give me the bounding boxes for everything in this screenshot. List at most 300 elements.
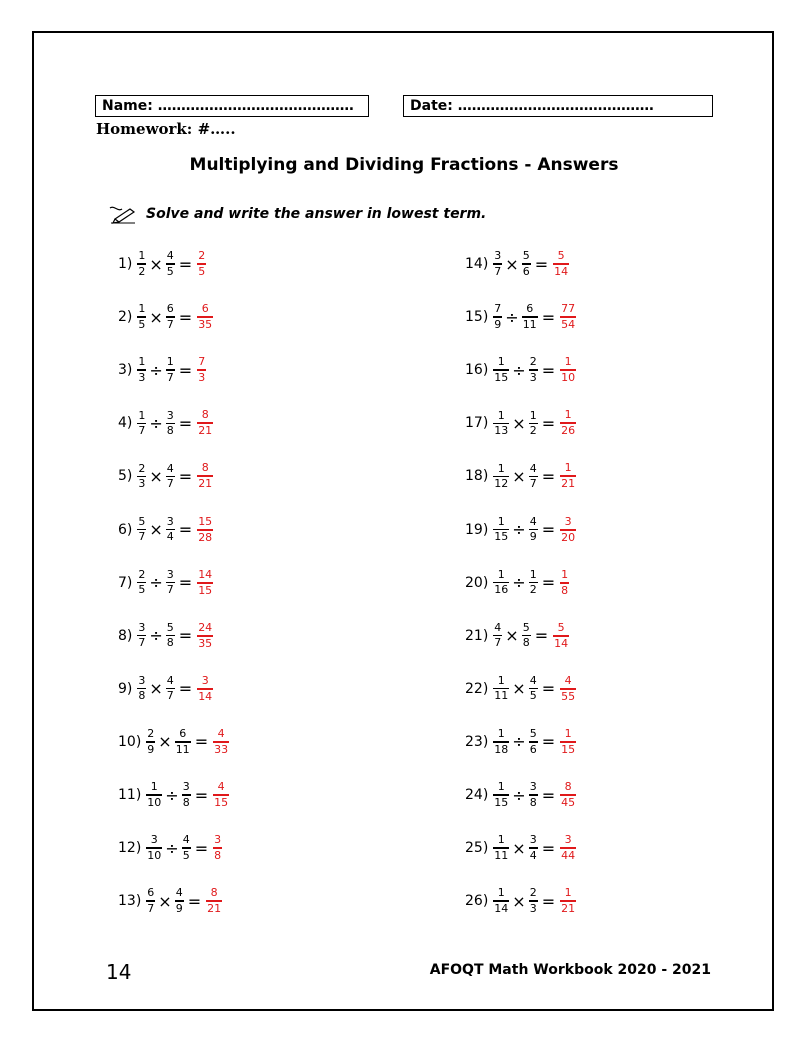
operand-a xyxy=(137,303,146,330)
operand-b-numerator: 4 xyxy=(166,249,174,263)
answer xyxy=(553,250,569,278)
problem-item xyxy=(465,244,570,284)
operand-a-denominator: 10 xyxy=(147,848,162,862)
operand-a-denominator: 7 xyxy=(138,530,146,544)
operand-b xyxy=(182,781,191,808)
problem-item xyxy=(465,722,577,762)
operator: ÷ xyxy=(165,785,179,805)
operand-a-denominator: 15 xyxy=(494,795,509,809)
equals-sign: = xyxy=(541,307,556,327)
operand-b xyxy=(182,834,191,861)
operand-a-denominator: 10 xyxy=(147,795,162,809)
answer xyxy=(560,516,576,544)
operand-b-denominator: 4 xyxy=(529,848,537,862)
equals-sign: = xyxy=(178,466,193,486)
operand-a-denominator: 16 xyxy=(494,583,509,597)
answer xyxy=(197,303,213,331)
answer-numerator: 7 xyxy=(198,355,206,369)
answer-denominator: 5 xyxy=(198,265,206,278)
problem-item xyxy=(118,563,214,603)
operand-b-denominator: 7 xyxy=(166,583,174,597)
problem-number: 10) xyxy=(118,733,142,750)
answer-denominator: 21 xyxy=(198,424,213,438)
answer-numerator: 8 xyxy=(564,780,572,793)
answer xyxy=(213,834,222,862)
equals-sign: = xyxy=(178,626,193,646)
problem-number: 23) xyxy=(465,733,489,750)
answer-numerator: 3 xyxy=(214,833,222,847)
operand-a-numerator: 3 xyxy=(138,674,146,688)
operand-b-denominator: 6 xyxy=(529,742,537,756)
operand-b xyxy=(529,516,538,543)
operand-a xyxy=(493,887,509,914)
operand-a xyxy=(493,781,509,808)
operand-a-denominator: 7 xyxy=(147,901,155,915)
operand-b-denominator: 2 xyxy=(529,583,537,597)
operand-a-denominator: 2 xyxy=(138,264,146,278)
problem-number: 2) xyxy=(118,309,133,326)
operator: ÷ xyxy=(505,307,519,327)
answer-numerator: 5 xyxy=(557,620,565,634)
operand-a-numerator: 1 xyxy=(138,355,146,369)
problem-item xyxy=(465,350,577,390)
operand-b-numerator: 6 xyxy=(526,302,534,316)
operand-a-denominator: 14 xyxy=(494,901,509,915)
operand-b xyxy=(166,569,175,596)
equals-sign: = xyxy=(194,732,209,752)
operand-a-denominator: 7 xyxy=(494,264,502,278)
equals-sign: = xyxy=(178,307,193,327)
operand-a-numerator: 1 xyxy=(497,355,505,369)
operand-b-denominator: 7 xyxy=(529,477,537,491)
operand-b-denominator: 7 xyxy=(166,317,174,331)
operand-a-numerator: 1 xyxy=(138,408,146,422)
answer-denominator: 44 xyxy=(561,849,576,863)
answer xyxy=(206,887,222,915)
operand-b-denominator: 5 xyxy=(166,264,174,278)
operand-b-numerator: 4 xyxy=(166,674,174,688)
problem-number: 26) xyxy=(465,893,489,910)
operand-a xyxy=(493,569,509,596)
operand-a xyxy=(493,834,509,861)
operand-a-denominator: 15 xyxy=(494,530,509,544)
operand-b-denominator: 8 xyxy=(522,636,530,650)
answer-denominator: 15 xyxy=(214,796,229,809)
operand-b-numerator: 1 xyxy=(529,567,537,581)
operand-b-denominator: 5 xyxy=(182,848,190,862)
operand-b-numerator: 4 xyxy=(166,461,174,475)
answer-denominator: 8 xyxy=(561,583,569,597)
operand-b xyxy=(175,728,191,755)
operand-a-numerator: 3 xyxy=(494,249,502,263)
problem-number: 8) xyxy=(118,627,133,644)
operator: ÷ xyxy=(512,573,526,593)
operand-a-numerator: 5 xyxy=(138,514,146,528)
problem-item xyxy=(118,350,207,390)
answer-denominator: 21 xyxy=(198,477,213,491)
operator: × xyxy=(512,891,526,911)
operand-a-denominator: 9 xyxy=(147,742,155,756)
operand-a-numerator: 1 xyxy=(150,780,158,794)
operand-a-denominator: 11 xyxy=(494,848,509,862)
operand-b-numerator: 4 xyxy=(182,833,190,847)
problem-item xyxy=(118,881,223,921)
operand-a xyxy=(137,356,146,383)
operand-a xyxy=(137,622,146,649)
problem-item xyxy=(465,456,577,496)
answer-denominator: 21 xyxy=(561,477,576,491)
pencil-writing-icon xyxy=(108,204,138,224)
operand-b xyxy=(166,675,175,702)
problem-number: 21) xyxy=(465,627,489,644)
name-label: Name: …………………………………… xyxy=(102,98,354,114)
operator: × xyxy=(149,254,163,274)
answer-denominator: 55 xyxy=(561,689,576,703)
instruction-text: Solve and write the answer in lowest term. xyxy=(146,206,487,222)
operand-b xyxy=(166,516,175,543)
problem-number: 5) xyxy=(118,468,133,485)
equals-sign: = xyxy=(541,679,556,699)
equals-sign: = xyxy=(534,254,549,274)
operand-b xyxy=(522,303,538,330)
operand-a xyxy=(146,887,155,914)
operand-b-denominator: 9 xyxy=(529,530,537,544)
operand-b xyxy=(166,303,175,330)
problem-item xyxy=(118,828,223,868)
operand-b xyxy=(166,410,175,437)
operand-b-denominator: 5 xyxy=(529,689,537,703)
equals-sign: = xyxy=(541,732,556,752)
answer xyxy=(560,569,569,597)
operand-b xyxy=(529,781,538,808)
answer-numerator: 8 xyxy=(201,408,209,422)
answer xyxy=(197,409,213,437)
answer xyxy=(197,462,213,490)
equals-sign: = xyxy=(194,838,209,858)
problem-item xyxy=(465,297,577,337)
operator: × xyxy=(512,679,526,699)
equals-sign: = xyxy=(541,573,556,593)
answer-numerator: 3 xyxy=(564,514,572,528)
problem-item xyxy=(465,563,570,603)
answer-denominator: 26 xyxy=(561,424,576,438)
operator: ÷ xyxy=(149,360,163,380)
operand-b-denominator: 11 xyxy=(522,317,537,331)
operand-b-numerator: 5 xyxy=(522,249,530,263)
operand-a xyxy=(493,622,502,649)
answer-numerator: 1 xyxy=(564,355,572,369)
problem-item xyxy=(465,403,577,443)
equals-sign: = xyxy=(178,520,193,539)
operand-b-numerator: 3 xyxy=(529,780,537,794)
problem-number: 3) xyxy=(118,362,133,379)
answer xyxy=(560,303,576,331)
problem-item xyxy=(118,297,214,337)
equals-sign: = xyxy=(541,360,556,380)
problem-item xyxy=(118,616,214,656)
answer-numerator: 8 xyxy=(210,886,218,900)
operand-a-numerator: 1 xyxy=(497,833,505,847)
equals-sign: = xyxy=(541,891,556,911)
name-field[interactable] xyxy=(95,95,369,117)
homework-number: Homework: #….. xyxy=(96,120,236,138)
answer-numerator: 1 xyxy=(564,886,572,900)
operand-b-numerator: 3 xyxy=(166,408,174,422)
answer-numerator: 4 xyxy=(564,673,572,687)
operand-b-denominator: 8 xyxy=(166,423,174,437)
answer xyxy=(197,675,213,703)
operand-a xyxy=(137,410,146,437)
operand-b-numerator: 6 xyxy=(179,727,187,741)
operand-b-denominator: 3 xyxy=(529,901,537,915)
answer-numerator: 1 xyxy=(561,567,569,581)
operand-a xyxy=(493,728,509,755)
operand-a-numerator: 6 xyxy=(147,886,155,900)
problem-number: 11) xyxy=(118,787,142,803)
operand-b-denominator: 7 xyxy=(166,477,174,491)
problem-number: 1) xyxy=(118,256,133,272)
operand-b-numerator: 3 xyxy=(182,780,190,794)
operand-b-numerator: 1 xyxy=(529,408,537,422)
answer xyxy=(197,356,206,384)
operand-b xyxy=(166,463,175,490)
operand-a xyxy=(493,356,509,383)
problem-item xyxy=(465,616,570,656)
problem-number: 7) xyxy=(118,574,133,591)
operand-b xyxy=(529,675,538,702)
operand-b-denominator: 11 xyxy=(175,742,190,756)
operand-a-numerator: 1 xyxy=(497,886,505,900)
problem-number: 16) xyxy=(465,362,489,379)
problem-item xyxy=(118,722,230,762)
instruction xyxy=(108,204,486,224)
operand-b-numerator: 4 xyxy=(529,461,537,475)
date-field[interactable] xyxy=(403,95,713,117)
equals-sign: = xyxy=(178,254,193,274)
answer-numerator: 1 xyxy=(564,461,572,475)
problem-item xyxy=(118,456,214,496)
operator: ÷ xyxy=(512,360,526,380)
operator: × xyxy=(149,466,163,486)
answer-denominator: 10 xyxy=(561,371,576,385)
operand-b-denominator: 2 xyxy=(529,423,537,437)
operand-b-denominator: 6 xyxy=(522,264,530,278)
problem-item xyxy=(118,775,230,815)
operator: × xyxy=(149,307,163,327)
answer xyxy=(560,409,576,437)
operand-b xyxy=(529,728,538,755)
problem-item xyxy=(465,828,577,868)
operand-a-numerator: 1 xyxy=(497,461,505,475)
equals-sign: = xyxy=(178,413,193,433)
operator: × xyxy=(505,254,519,274)
problem-number: 13) xyxy=(118,893,142,910)
operand-a-numerator: 2 xyxy=(138,461,146,475)
operand-a-denominator: 15 xyxy=(494,370,509,384)
operand-b-numerator: 3 xyxy=(166,567,174,581)
answer xyxy=(213,728,229,756)
answer-denominator: 15 xyxy=(561,742,576,756)
answer-denominator: 28 xyxy=(198,530,213,544)
equals-sign: = xyxy=(541,466,556,486)
operator: × xyxy=(158,732,172,752)
operand-a-denominator: 5 xyxy=(138,583,146,597)
operand-b-numerator: 3 xyxy=(166,514,174,528)
operand-b-numerator: 5 xyxy=(529,727,537,741)
operand-b-denominator: 7 xyxy=(166,370,174,384)
operator: × xyxy=(149,520,163,539)
operand-b-denominator: 8 xyxy=(182,795,190,809)
operand-a-numerator: 2 xyxy=(138,567,146,581)
operator: ÷ xyxy=(165,838,179,858)
problem-number: 9) xyxy=(118,680,133,697)
problem-number: 24) xyxy=(465,787,489,803)
equals-sign: = xyxy=(178,360,193,380)
problem-item xyxy=(465,775,577,815)
answer-numerator: 2 xyxy=(198,249,206,262)
equals-sign: = xyxy=(187,891,202,911)
operand-a-numerator: 1 xyxy=(497,727,505,741)
operand-a-denominator: 5 xyxy=(138,317,146,331)
answer xyxy=(213,781,229,809)
answer-denominator: 14 xyxy=(554,265,569,278)
book-title: AFOQT Math Workbook 2020 - 2021 xyxy=(429,962,711,978)
operand-a xyxy=(137,516,146,543)
operand-a xyxy=(146,728,155,755)
operator: ÷ xyxy=(149,626,163,646)
operand-b xyxy=(166,622,175,649)
operand-a xyxy=(146,834,162,861)
operand-a xyxy=(493,516,509,543)
operand-b-denominator: 4 xyxy=(166,530,174,544)
operand-a xyxy=(493,463,509,490)
answer-denominator: 14 xyxy=(554,636,569,650)
operand-b-denominator: 8 xyxy=(529,795,537,809)
operand-b-numerator: 4 xyxy=(529,514,537,528)
answer-denominator: 33 xyxy=(214,742,229,756)
problem-number: 4) xyxy=(118,415,133,432)
operator: × xyxy=(512,466,526,486)
answer-numerator: 3 xyxy=(564,833,572,847)
operand-b xyxy=(529,834,538,861)
equals-sign: = xyxy=(178,573,193,593)
operand-a xyxy=(493,250,502,277)
operand-b-numerator: 2 xyxy=(529,355,537,369)
operand-a-numerator: 2 xyxy=(147,727,155,741)
problem-number: 14) xyxy=(465,256,489,272)
operand-a-denominator: 11 xyxy=(494,689,509,703)
operand-a-denominator: 8 xyxy=(138,689,146,703)
operand-b xyxy=(166,356,175,383)
problem-number: 19) xyxy=(465,521,489,538)
operator: × xyxy=(505,626,519,646)
worksheet-title: Multiplying and Dividing Fractions - Answers xyxy=(189,155,619,175)
equals-sign: = xyxy=(541,413,556,433)
operator: × xyxy=(149,679,163,699)
operand-a-numerator: 1 xyxy=(497,780,505,794)
operand-a-denominator: 3 xyxy=(138,370,146,384)
operand-a-numerator: 1 xyxy=(138,302,146,316)
operand-a-denominator: 12 xyxy=(494,477,509,491)
operand-a-denominator: 13 xyxy=(494,423,509,437)
answer xyxy=(197,569,213,597)
operand-b-numerator: 4 xyxy=(175,886,183,900)
operand-a xyxy=(493,675,509,702)
operand-b xyxy=(529,569,538,596)
operand-a-numerator: 1 xyxy=(138,249,146,263)
operand-a xyxy=(137,675,146,702)
answer xyxy=(560,781,576,809)
date-label: Date: …………………………………… xyxy=(410,98,654,114)
operand-b-numerator: 1 xyxy=(166,355,174,369)
answer-denominator: 21 xyxy=(561,902,576,916)
operand-a-numerator: 7 xyxy=(494,302,502,316)
operand-a-numerator: 4 xyxy=(494,620,502,634)
operand-a-numerator: 1 xyxy=(497,567,505,581)
operand-b-numerator: 2 xyxy=(529,886,537,900)
operand-a-numerator: 3 xyxy=(138,620,146,634)
problem-number: 20) xyxy=(465,574,489,591)
operator: ÷ xyxy=(512,520,526,539)
operand-b xyxy=(529,887,538,914)
operand-a-denominator: 3 xyxy=(138,477,146,491)
answer-numerator: 15 xyxy=(198,514,213,528)
answer-denominator: 35 xyxy=(198,636,213,650)
answer-numerator: 4 xyxy=(217,726,225,740)
answer-numerator: 6 xyxy=(201,302,209,316)
equals-sign: = xyxy=(541,520,556,539)
operand-b-numerator: 3 xyxy=(529,833,537,847)
operand-b xyxy=(529,410,538,437)
operand-a-denominator: 7 xyxy=(494,636,502,650)
answer-denominator: 8 xyxy=(214,849,222,863)
problem-number: 18) xyxy=(465,468,489,485)
operand-a-numerator: 1 xyxy=(497,514,505,528)
operand-b-denominator: 7 xyxy=(166,689,174,703)
answer-numerator: 24 xyxy=(198,620,213,634)
problem-number: 15) xyxy=(465,309,489,326)
operand-b xyxy=(529,356,538,383)
problem-item xyxy=(118,244,207,284)
problem-item xyxy=(465,510,577,550)
answer xyxy=(553,622,569,650)
answer xyxy=(560,887,576,915)
problem-item xyxy=(465,881,577,921)
answer-denominator: 20 xyxy=(561,530,576,544)
answer-denominator: 45 xyxy=(561,796,576,809)
problem-number: 17) xyxy=(465,415,489,432)
operand-a-numerator: 1 xyxy=(497,674,505,688)
answer-denominator: 21 xyxy=(207,902,222,916)
equals-sign: = xyxy=(541,838,556,858)
operator: ÷ xyxy=(512,732,526,752)
operator: ÷ xyxy=(149,413,163,433)
operator: × xyxy=(158,891,172,911)
equals-sign: = xyxy=(534,626,549,646)
answer xyxy=(560,728,576,756)
operand-b-numerator: 6 xyxy=(166,302,174,316)
problem-number: 22) xyxy=(465,680,489,697)
operand-b xyxy=(522,250,531,277)
operand-b xyxy=(166,250,175,277)
operand-b xyxy=(529,463,538,490)
operand-b-denominator: 9 xyxy=(175,901,183,915)
operand-b-numerator: 4 xyxy=(529,674,537,688)
answer-numerator: 14 xyxy=(198,567,213,581)
operand-a-denominator: 7 xyxy=(138,636,146,650)
page-number: 14 xyxy=(106,960,132,984)
answer xyxy=(560,462,576,490)
